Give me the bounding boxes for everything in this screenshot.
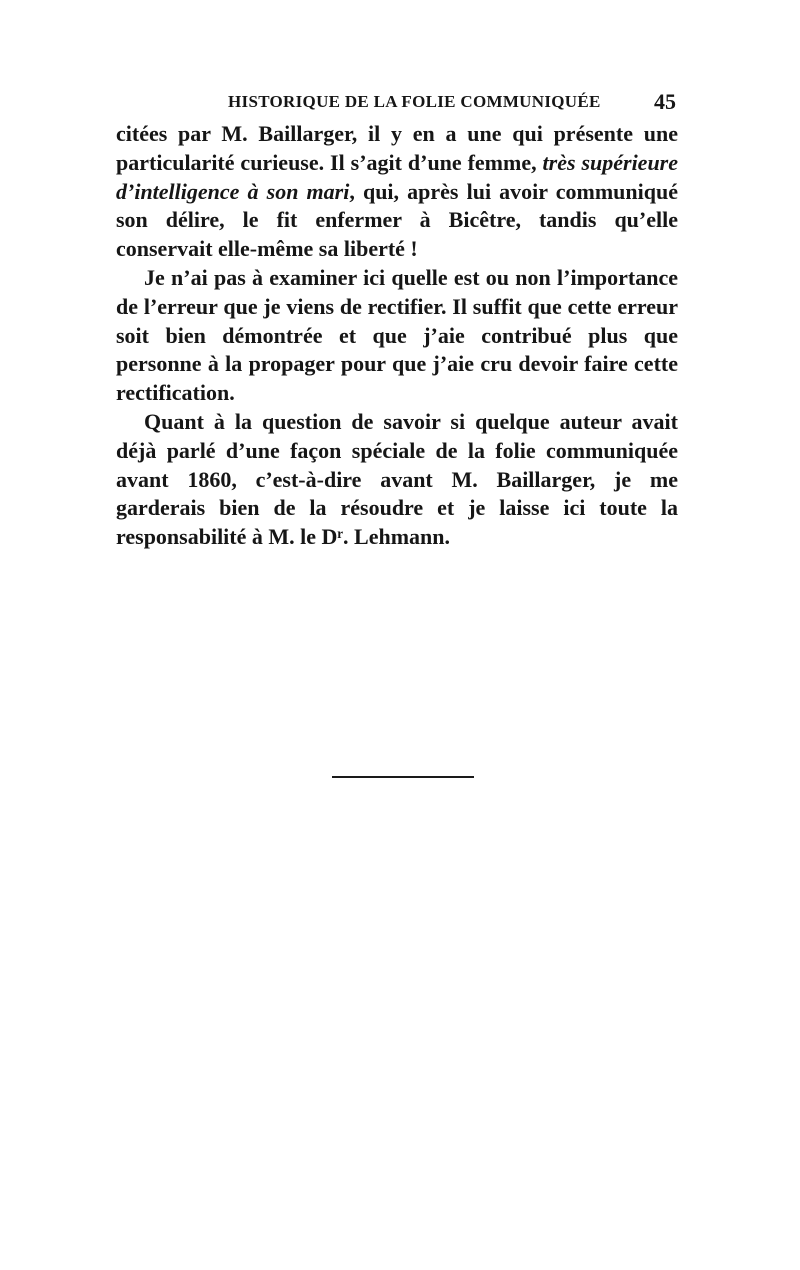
- paragraph-1: [116, 120, 678, 264]
- page-number: 45: [654, 89, 676, 114]
- paragraph-2-text: Je n’ai pas à examiner ici quelle est ou non l’importance de l’erreur que je viens de rectifier. Il suffit que cette erreur soit bien démontrée et que j’aie contribué plus que personne à la propager pour que j’aie cru devoir faire cette rectification.: [116, 264, 678, 406]
- paragraph-1-text-b: , qui, après lui avoir communiqué son délire, le fit enfermer à Bicêtre, tandis qu’elle conservait elle-même sa liberté !: [116, 178, 678, 262]
- section-end-rule: [332, 776, 474, 778]
- paragraph-2: [116, 264, 678, 408]
- body-text: [116, 120, 678, 552]
- running-head: [116, 89, 682, 116]
- paragraph-3: [116, 408, 678, 552]
- paragraph-1-italic-phrase: très supérieure d’intelligence à son mari: [116, 149, 679, 204]
- paragraph-3-text: Quant à la question de savoir si quelque auteur avait déjà parlé d’une façon spéciale de la folie communiquée avant 1860, c’est-à-dire avant M. Baillarger, je me garderais bien de la résoudre et je laisse ici toute la responsabilité à M. le Dʳ. Lehmann.: [116, 408, 678, 550]
- paragraph-1-text-a: citées par M. Baillarger, il y en a une qui présente une particularité curieuse. Il s’agit d’une femme,: [116, 121, 678, 175]
- running-title: HISTORIQUE DE LA FOLIE COMMUNIQUÉE: [228, 92, 601, 111]
